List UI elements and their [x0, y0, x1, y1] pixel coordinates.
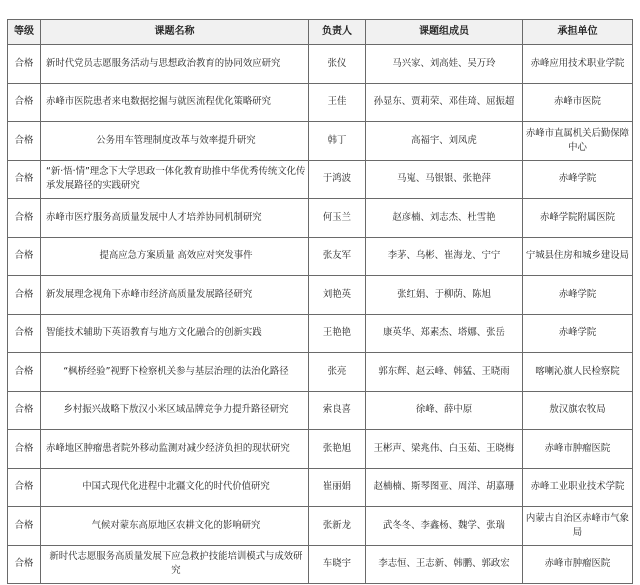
unit-cell: 赤峰学院附属医院: [523, 199, 633, 238]
leader-cell: 张亮: [309, 353, 366, 392]
unit-cell: 宁城县住房和城乡建设局: [523, 237, 633, 276]
leader-cell: 王佳: [309, 83, 366, 122]
leader-cell: 张新龙: [309, 507, 366, 546]
title-cell: 中国式现代化进程中北疆文化的时代价值研究: [41, 468, 309, 507]
table-row: [8, 199, 633, 238]
members-cell: 高福宇、刘凤虎: [366, 122, 523, 161]
table-row: [8, 468, 633, 507]
grade-cell: 合格: [8, 353, 41, 392]
header-unit: 承担单位: [523, 20, 633, 45]
project-results-table: [7, 19, 633, 584]
unit-cell: 赤峰学院: [523, 276, 633, 315]
members-cell: 张红娟、于柳荫、陈旭: [366, 276, 523, 315]
header-title: 课题名称: [41, 20, 309, 45]
title-cell: 新时代党员志愿服务活动与思想政治教育的协同效应研究: [41, 45, 309, 84]
grade-cell: 合格: [8, 160, 41, 199]
title-cell: 提高应急方案质量 高效应对突发事件: [41, 237, 309, 276]
unit-cell: 喀喇沁旗人民检察院: [523, 353, 633, 392]
unit-cell: 赤峰市肿瘤医院: [523, 545, 633, 584]
table-row: [8, 237, 633, 276]
header-leader: 负责人: [309, 20, 366, 45]
leader-cell: 张艳旭: [309, 430, 366, 469]
title-cell: 乡村振兴战略下敖汉小米区域品牌竞争力提升路径研究: [41, 391, 309, 430]
unit-cell: 赤峰市肿瘤医院: [523, 430, 633, 469]
table-row: [8, 391, 633, 430]
grade-cell: 合格: [8, 314, 41, 353]
members-cell: 徐峰、薛中原: [366, 391, 523, 430]
grade-cell: 合格: [8, 507, 41, 546]
grade-cell: 合格: [8, 199, 41, 238]
table-header-row: [8, 20, 633, 45]
grade-cell: 合格: [8, 122, 41, 161]
grade-cell: 合格: [8, 391, 41, 430]
leader-cell: 崔丽娟: [309, 468, 366, 507]
unit-cell: 赤峰工业职业技术学院: [523, 468, 633, 507]
title-cell: 赤峰市医疗服务高质量发展中人才培养协同机制研究: [41, 199, 309, 238]
grade-cell: 合格: [8, 276, 41, 315]
title-cell: 公务用车管理制度改革与效率提升研究: [41, 122, 309, 161]
table-row: [8, 545, 633, 584]
members-cell: 王彬声、梁兆伟、白玉茹、王晓梅: [366, 430, 523, 469]
header-members: 课题组成员: [366, 20, 523, 45]
members-cell: 马兴家、刘高娃、吴万玲: [366, 45, 523, 84]
leader-cell: 张友军: [309, 237, 366, 276]
header-grade: 等级: [8, 20, 41, 45]
title-cell: 赤峰市医院患者来电数据挖掘与就医流程优化策略研究: [41, 83, 309, 122]
members-cell: 马嵬、马银银、张艳萍: [366, 160, 523, 199]
members-cell: 李志恒、王志新、韩鹏、郭政宏: [366, 545, 523, 584]
unit-cell: 敖汉旗农牧局: [523, 391, 633, 430]
title-cell: 新时代志愿服务高质量发展下应急救护技能培训模式与成效研究: [41, 545, 309, 584]
members-cell: 康英华、郑素杰、塔娜、张岳: [366, 314, 523, 353]
members-cell: 李茅、乌彬、崔海龙、宁宁: [366, 237, 523, 276]
table-row: [8, 45, 633, 84]
table-row: [8, 276, 633, 315]
table-row: [8, 353, 633, 392]
grade-cell: 合格: [8, 45, 41, 84]
title-cell: 赤峰地区肿瘤患者院外移动监测对减少经济负担的现状研究: [41, 430, 309, 469]
grade-cell: 合格: [8, 430, 41, 469]
members-cell: 赵彦楠、刘志杰、杜雪艳: [366, 199, 523, 238]
unit-cell: 内蒙古自治区赤峰市气象局: [523, 507, 633, 546]
unit-cell: 赤峰市医院: [523, 83, 633, 122]
table-row: [8, 430, 633, 469]
grade-cell: 合格: [8, 468, 41, 507]
members-cell: 郭东辉、赵云峰、韩猛、王晓雨: [366, 353, 523, 392]
grade-cell: 合格: [8, 83, 41, 122]
leader-cell: 韩丁: [309, 122, 366, 161]
table-row: [8, 314, 633, 353]
title-cell: 气候对蒙东高原地区农耕文化的影响研究: [41, 507, 309, 546]
table-row: [8, 160, 633, 199]
leader-cell: 索良喜: [309, 391, 366, 430]
table-row: [8, 122, 633, 161]
title-cell: “新·悟·情”理念下大学思政一体化教育助推中华优秀传统文化传承发展路径的实践研究: [41, 160, 309, 199]
leader-cell: 何玉兰: [309, 199, 366, 238]
title-cell: “枫桥经验”视野下检察机关参与基层治理的法治化路径: [41, 353, 309, 392]
members-cell: 武冬冬、李鑫杨、魏学、张瑞: [366, 507, 523, 546]
table-row: [8, 83, 633, 122]
unit-cell: 赤峰应用技术职业学院: [523, 45, 633, 84]
title-cell: 智能技术辅助下英语教育与地方文化融合的创新实践: [41, 314, 309, 353]
table-row: [8, 507, 633, 546]
leader-cell: 张仪: [309, 45, 366, 84]
title-cell: 新发展理念视角下赤峰市经济高质量发展路径研究: [41, 276, 309, 315]
leader-cell: 刘艳英: [309, 276, 366, 315]
members-cell: 赵楠楠、斯琴图亚、周洋、胡嘉珊: [366, 468, 523, 507]
unit-cell: 赤峰学院: [523, 160, 633, 199]
grade-cell: 合格: [8, 545, 41, 584]
members-cell: 孙显东、贾莉荣、邓佳琦、屈振超: [366, 83, 523, 122]
leader-cell: 车晓宇: [309, 545, 366, 584]
unit-cell: 赤峰市直属机关后勤保障中心: [523, 122, 633, 161]
leader-cell: 王艳艳: [309, 314, 366, 353]
leader-cell: 于鸿波: [309, 160, 366, 199]
unit-cell: 赤峰学院: [523, 314, 633, 353]
grade-cell: 合格: [8, 237, 41, 276]
